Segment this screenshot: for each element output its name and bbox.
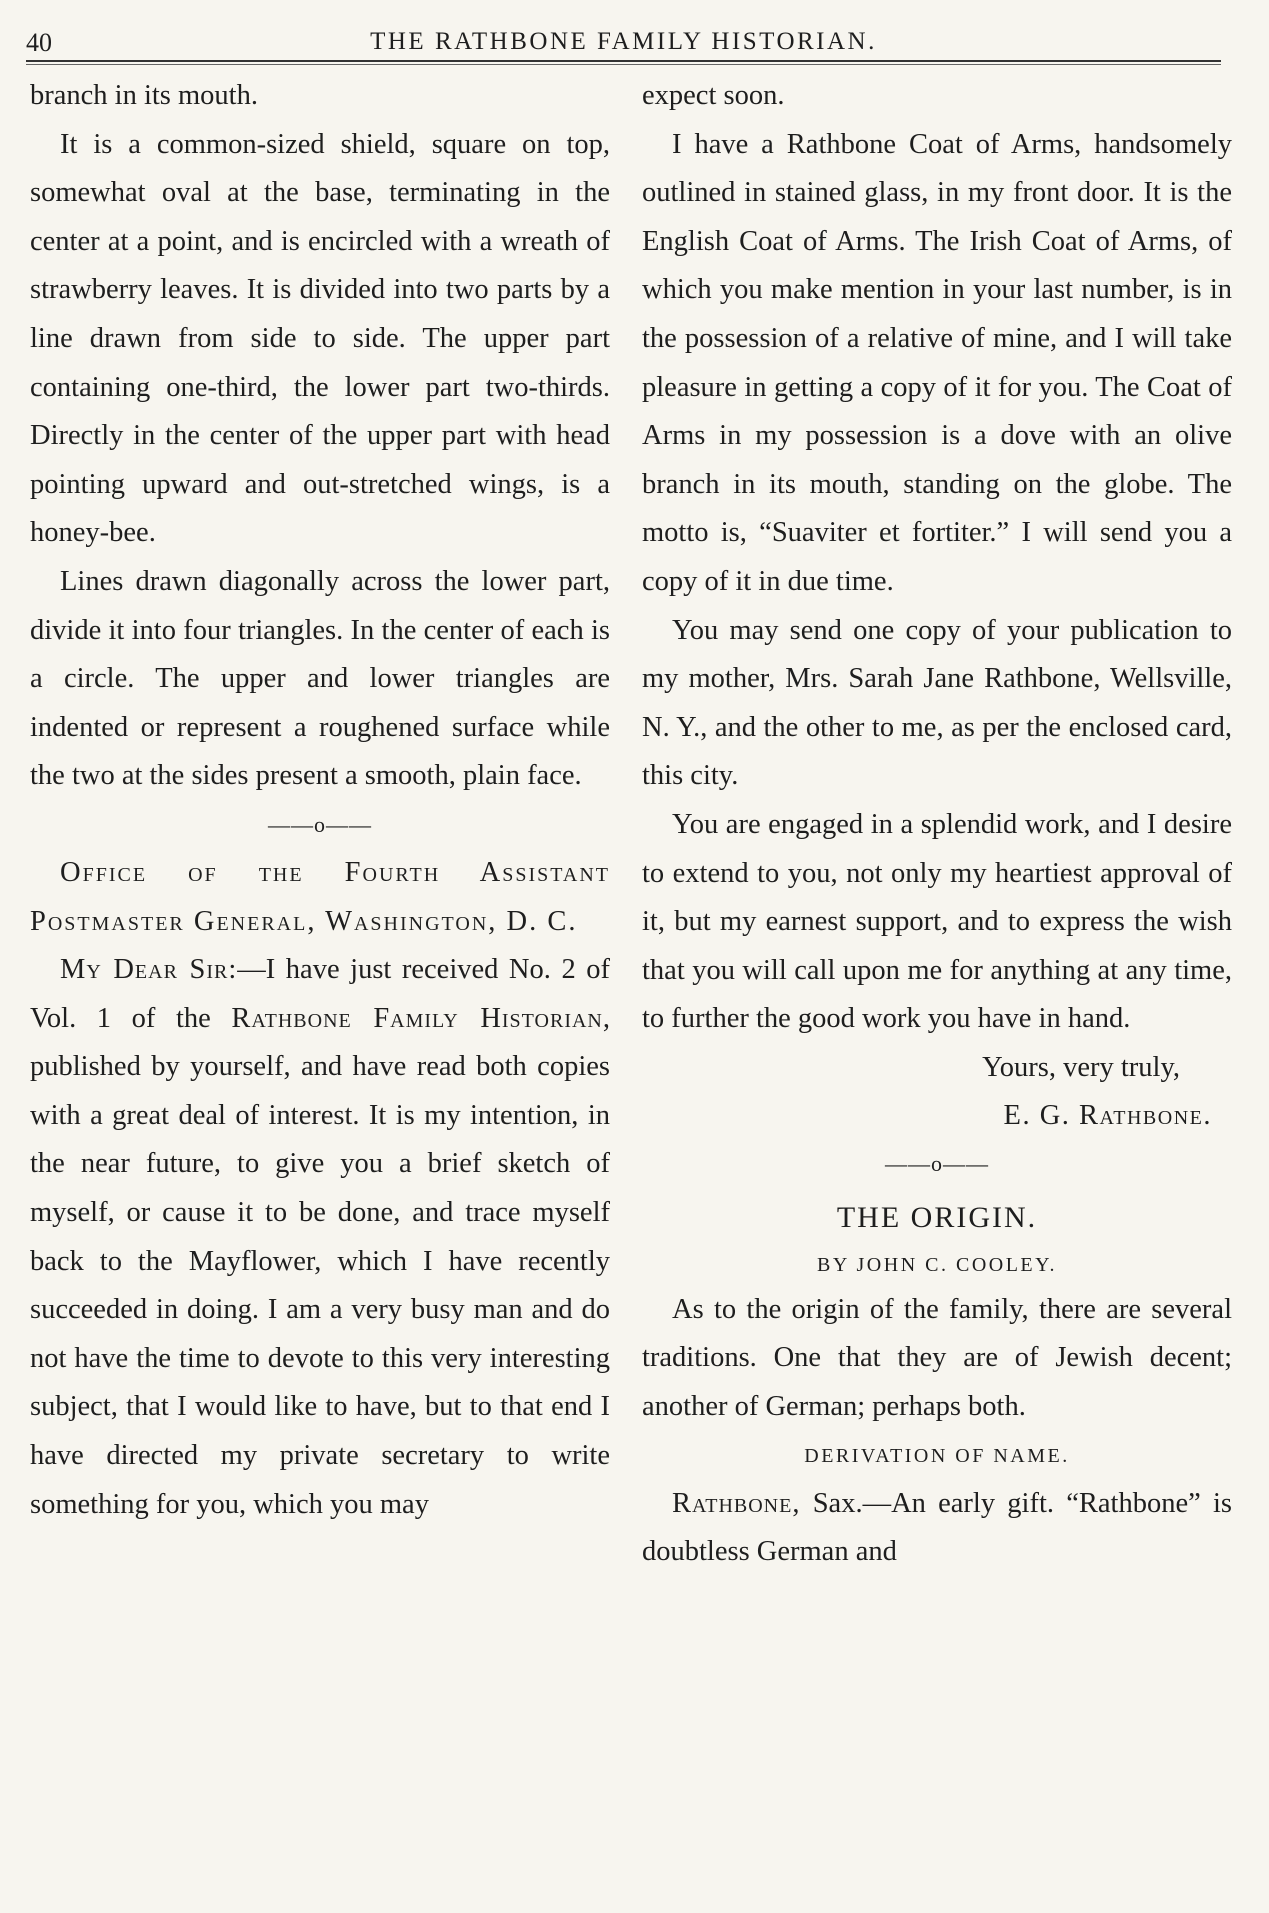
page-header <box>26 26 1221 60</box>
salutation: My Dear Sir: <box>60 954 238 986</box>
support-paragraph: You are engaged in a splendid work, and I desire to extend to you, not only my heartiest approval of it, but my earnest support, and to express the wish that you will call upon me for anything at any time, to further the good work you have in hand. <box>642 808 1232 1035</box>
running-title: THE RATHBONE FAMILY HISTORIAN. <box>370 28 877 55</box>
letter-closing: Yours, very truly, <box>982 1051 1180 1083</box>
origin-paragraph: As to the origin of the family, there are several traditions. One that they are of Jewish decent; another of German; perhaps both. <box>642 1293 1232 1423</box>
office-heading: Office of the Fourth Assistant Postmaster General, Washington, D. C. <box>30 856 610 937</box>
right-column <box>642 72 1232 1913</box>
header-rule <box>26 60 1221 62</box>
derivation-subheading: DERIVATION OF NAME. <box>804 1444 1070 1467</box>
left-column <box>30 72 610 1913</box>
letter-signature: E. G. Rathbone. <box>1003 1099 1212 1131</box>
letter-text-b: , published by yourself, and have read both copies with a great deal of interest. It is my intention, in the near future, to give you a brief sketch of myself, or cause it to be done, and trace myself back to the Mayflower, which I have recently succeeded in doing. I am a very busy man and do not have the time to devote to this very interesting subject, that I would like to have, but to that end I have directed my private secretary to write something for you, which you may <box>30 1002 610 1520</box>
derivation-text: Sax.—An early gift. “Rathbone” is doubtless German and <box>642 1487 1232 1568</box>
page-number: 40 <box>26 28 52 57</box>
derivation-paragraph <box>642 1480 1232 1577</box>
section-separator: ——o—— <box>268 811 372 837</box>
triangles-paragraph: Lines drawn diagonally across the lower part, divide it into four triangles. In the center of each is a circle. The upper and lower triangles are indented or represent a roughened surface while the two at the sides present a smooth, plain face. <box>30 565 610 792</box>
letter-paragraph <box>30 946 610 1529</box>
name-term: Rathbone, <box>672 1487 801 1519</box>
article-byline: BY JOHN C. COOLEY. <box>816 1253 1058 1276</box>
header-rule-thin <box>26 64 1221 65</box>
section-separator: ——o—— <box>885 1150 989 1176</box>
letter-text-a: —I have just received No. 2 of Vol. 1 of the <box>30 954 610 1034</box>
letter-continued: expect soon. <box>642 80 785 111</box>
shield-paragraph-continued: branch in its mouth. <box>30 80 258 111</box>
publication-name: Rathbone Family Historian <box>231 1002 603 1034</box>
coat-of-arms-paragraph: I have a Rathbone Coat of Arms, handsomely outlined in stained glass, in my front door. It is the English Coat of Arms. The Irish Coat of Arms, of which you make mention in your last number, is in the possession of a relative of mine, and I will take pleasure in getting a copy of it for you. The Coat of Arms in my possession is a dove with an olive branch in its mouth, standing on the globe. The motto is, “Suaviter et fortiter.” I will send you a copy of it in due time. <box>642 128 1232 597</box>
shield-description-paragraph: It is a common-sized shield, square on top, somewhat oval at the base, terminating in the center at a point, and is encircled with a wreath of strawberry leaves. It is divided into two parts by a line drawn from side to side. The upper part containing one-third, the lower part two-thirds. Directly in the center of the upper part with head pointing upward and out-stretched wings, is a honey-bee. <box>30 128 610 549</box>
article-title: THE ORIGIN. <box>836 1200 1038 1234</box>
mother-paragraph: You may send one copy of your publication to my mother, Mrs. Sarah Jane Rathbone, Wellsville, N. Y., and the other to me, as per the enclosed card, this city. <box>642 614 1232 792</box>
